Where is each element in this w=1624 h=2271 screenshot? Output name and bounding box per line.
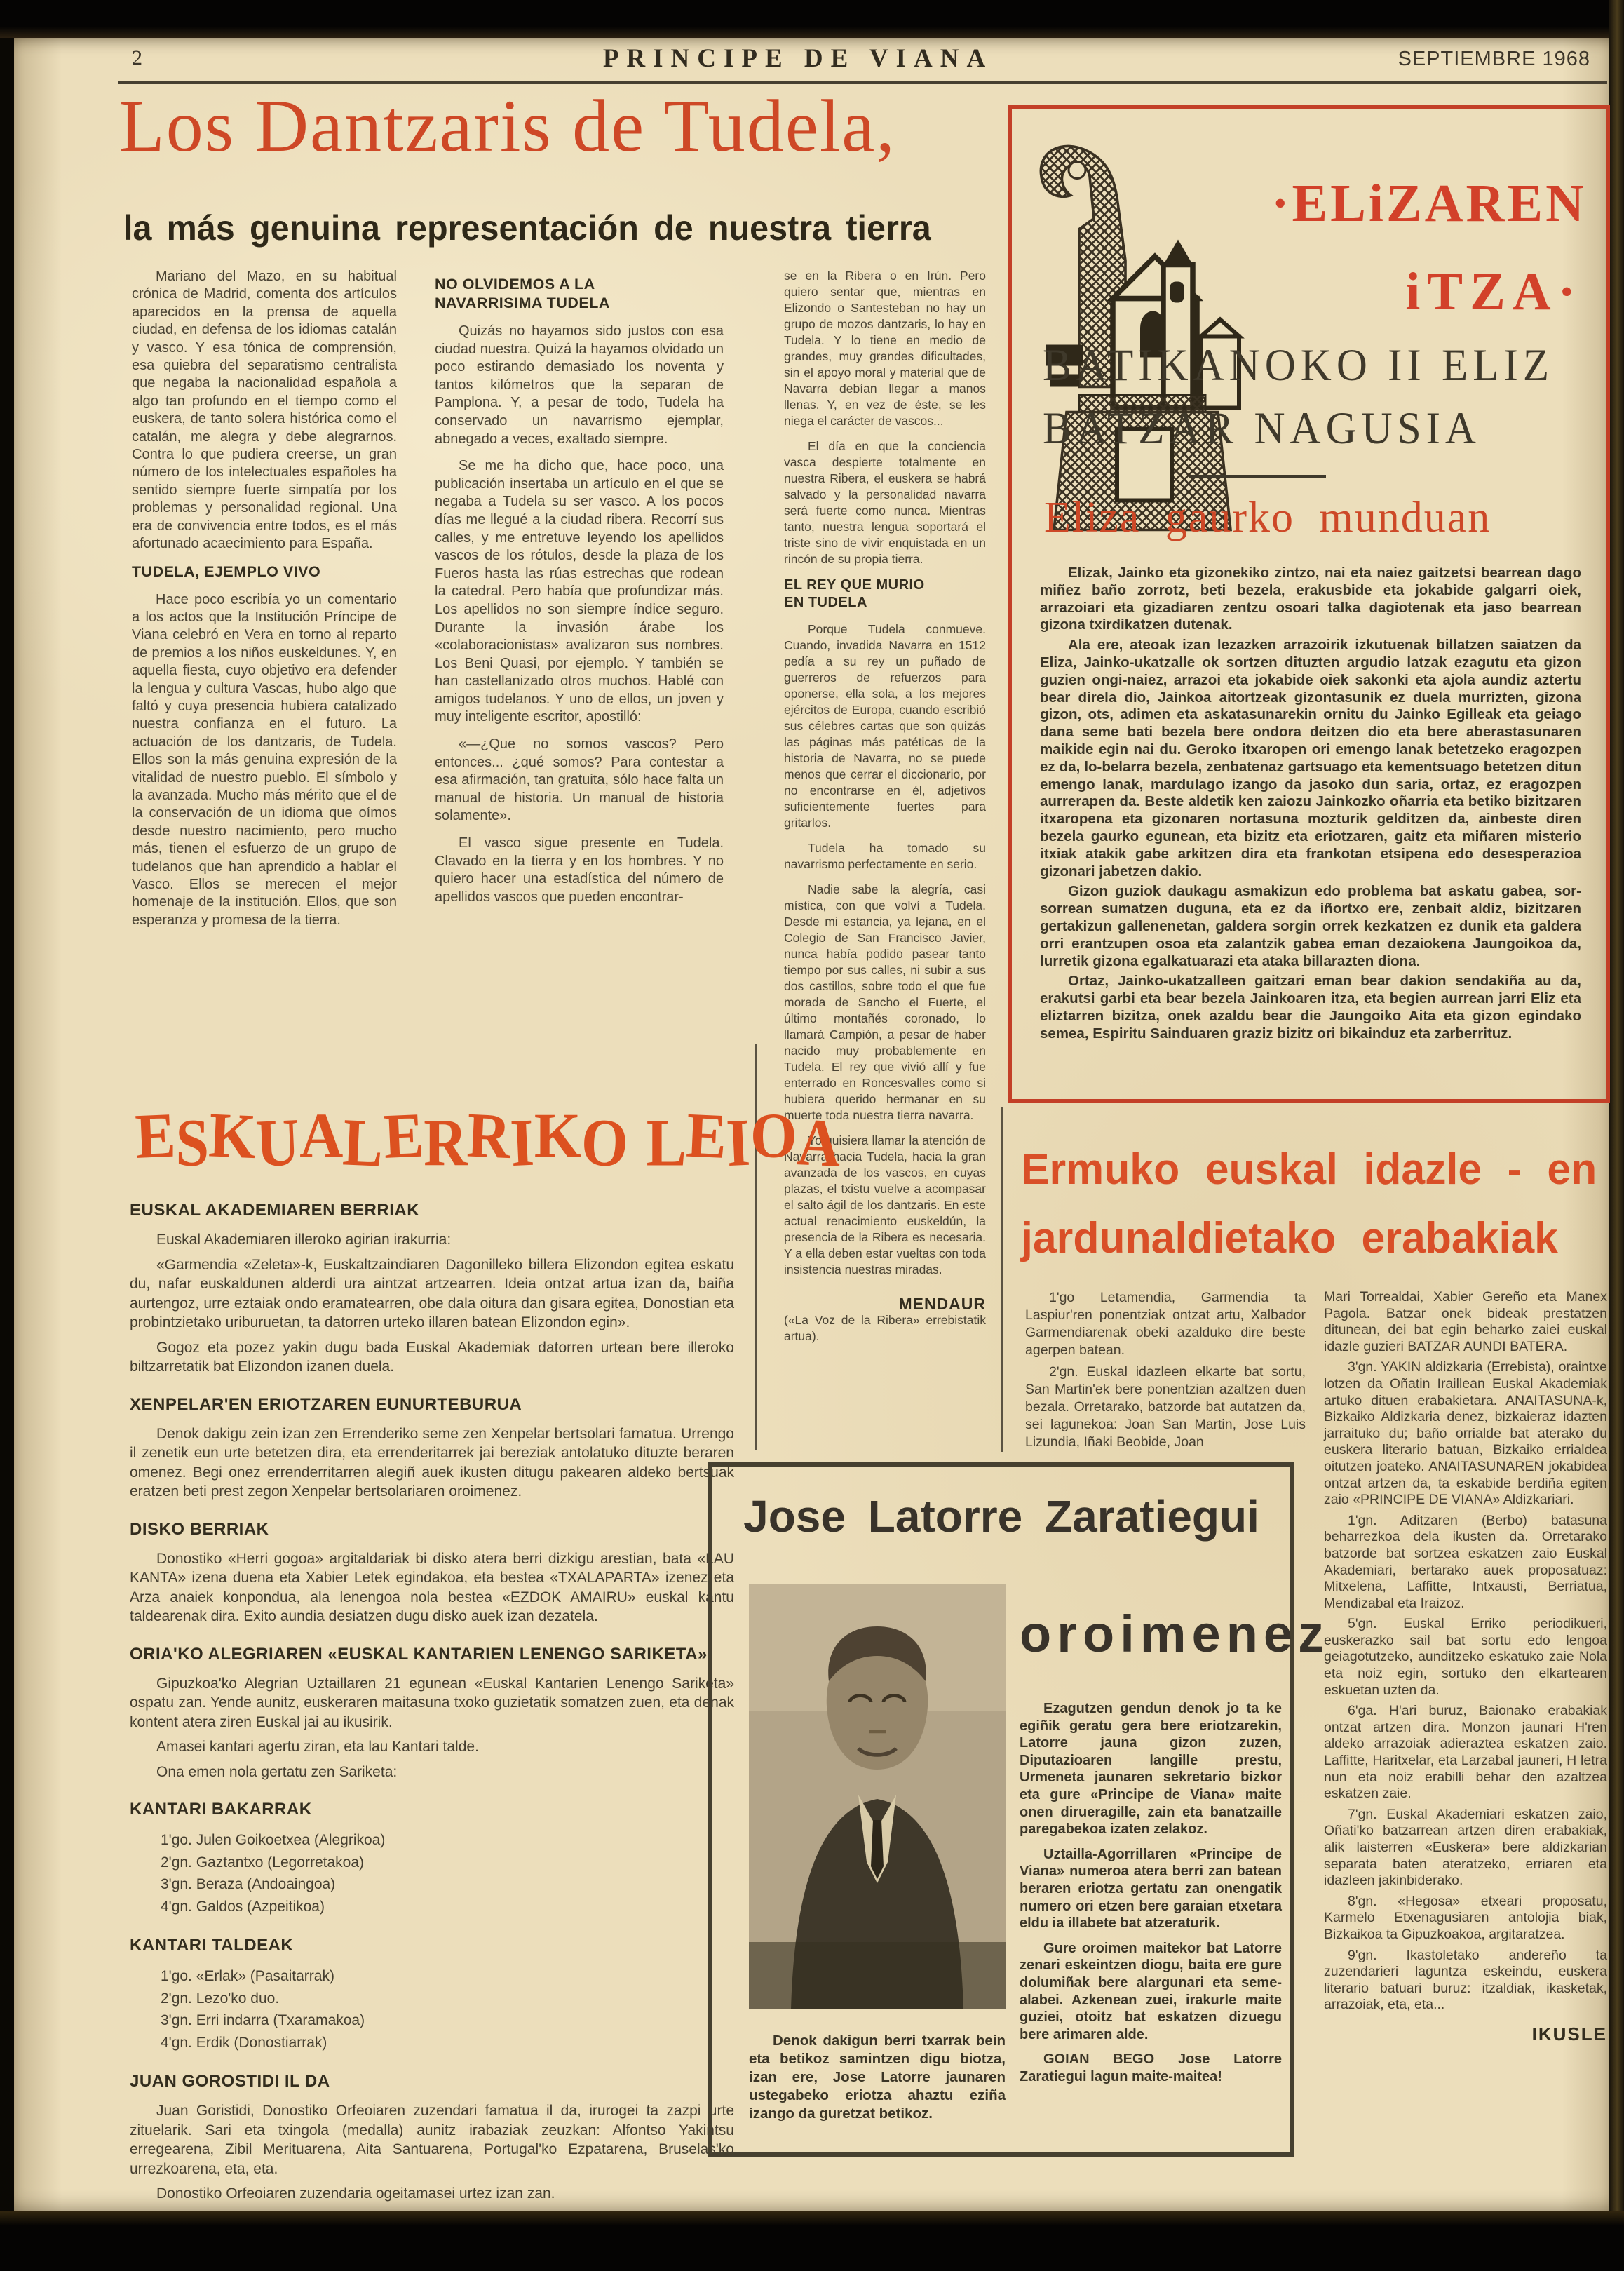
paragraph: El día en que la conciencia vasca despierte totalmente en nuestra Ribera, el euskera se habrá salvado y la personalidad navarra será fuerte como nunca. Mientras tanto, nuestra lengua soportará el triste sino de vivir enquistada en un rincón de su propia tierra.	[784, 439, 986, 566]
scan-bottom-band	[0, 2211, 1624, 2271]
lead-headline: Los Dantzaris de Tudela,	[119, 85, 896, 167]
paragraph: El vasco sigue presente en Tudela. Clavado en la tierra y en los hombres. Y no quiero hacer una estadística del número de apellidos vascos que pueden encontrar-	[435, 835, 724, 905]
scan-top-band	[0, 0, 1624, 38]
issue-date: SEPTIEMBRE 1968	[1398, 48, 1590, 70]
eliza-subtitle: Eliza gaurko munduan	[1044, 494, 1491, 541]
list-item: 2'gn. Lezo'ko duo.	[161, 1990, 280, 2007]
paragraph: Gizon guziok daukagu asmakizun edo problema bat askatu gabea, sor-sorrean sumatzen duguna, eta ez da iñortxo ere, zenbait aldiz, bizitzaren gertakizun gallenenetan, galdera sorgin orrek kezkatzen ez dunik eta galdera orri erantzupen osoa eta zalantzik gabea eman dezaiokena Jaungoikoa da, lurretik gizona egalkatuarazi eta ataka billarazten diona.	[1040, 883, 1581, 969]
title-divider	[1189, 475, 1326, 478]
paragraph: 2'gn. Euskal idazleen elkarte bat sortu, San Martin'ek bere ponentzian azaltzen duen bezala. Orretarako, batzorde bat autatzen da, sei lagunekoa: Joan San Martin, Jose Luis Lizundia, Iñaki Beobide, Joan	[1025, 1364, 1306, 1450]
article-column-2	[435, 268, 724, 915]
elizaren-itza-box	[1008, 105, 1610, 1103]
section-heading: TUDELA, EJEMPLO VIVO	[132, 562, 321, 580]
portrait-photo-art	[749, 1584, 1006, 2009]
section-heading: KANTARI TALDEAK	[130, 1936, 294, 1955]
elizaren-logo-text: ·ELiZAREN	[1271, 174, 1587, 233]
article-column-1	[132, 268, 397, 938]
paragraph: Mari Torrealdai, Xabier Gereño eta Manex Pagola. Batzar onek bideak prestatzen ditunean, dei bat egin beharko zaiei euskal idazle guzieri BATZAR AUNDI BATERA.	[1324, 1289, 1607, 1354]
paragraph: 1'go Letamendia, Garmendia ta Laspiur'ren ponentziak ontzat artu, Xalbador Garmendiarenak obeki azalduko dire beste agerpen batean.	[1025, 1290, 1306, 1358]
section-heading: DISKO BERRIAK	[130, 1519, 269, 1539]
page-number: 2	[132, 46, 142, 69]
list-item: 3'gn. Beraza (Andoaingoa)	[161, 1876, 336, 1892]
list-item: 4'gn. Erdik (Donostiarrak)	[161, 2034, 327, 2051]
paragraph: «Garmendia «Zeleta»-k, Euskaltzaindiaren Dagonilleko billera Elizondon egitea eskatu du, nafar euskaldunen alderdi ura aintzat artzearren. Ideia ontzat artua izan da, baiña aurtengoz, urre eztaiak ondo eramatearren, obe dala oitura dan gisara egitea, Donostian eta probintzietako uriburuetan, ta datorren urteko illaren batean Elizondon egin».	[130, 1256, 734, 1330]
paragraph: se en la Ribera o en Irún. Pero quiero sentar que, mientras en Elizondo o Santesteban no hay un grupo de mozos dantzaris, lo hay en Tudela. Y lo tiene en medio de grandes, muy grandes dificultades, sin el apoyo moral y material que de Navarra debían llegar a manos llenas. Y, en vez de éste, se les niega el carácter de vascos...	[784, 269, 986, 428]
paragraph: 9'gn. Ikastoletako andereño ta zuzendarieri laguntza eskeindu, euskera literario batuari buruz: itzaldiak, ikasketak, arrazoiak, eta, eta...	[1324, 1947, 1607, 2013]
section-heading: EL REY QUE MURIO EN TUDELA	[784, 577, 925, 610]
latorre-obituary-box	[708, 1462, 1330, 2157]
paragraph: Euskal Akademiaren illeroko agirian irakurria:	[156, 1232, 452, 1248]
masthead: PRINCIPE DE VIANA	[602, 44, 994, 73]
paragraph: Porque Tudela conmueve. Cuando, invadida Navarra en 1512 pedía a su rey un puñado de guerreros de refuerzos para oponerse, ella sola, a los mejores ejércitos de Europa, cuando escribió sus célebres cartas que son quizás las páginas más patéticas de la historia de Navarra, no se puede menos que cerrar el diccionario, por no encontrarse en él, adjetivos suficientemente fuertes para gritarlos.	[784, 622, 986, 830]
paragraph: Uztailla-Agorrillaren «Principe de Viana» numeroa atera berri zan batean beraren eriotza gertatu zan onengatik numero ori etzen bere garaian etxetara eldu ia illabete bat atzeraturik.	[1020, 1846, 1282, 1932]
kantari-taldeak-list	[161, 1965, 734, 2054]
section-heading: NO OLVIDEMOS A LA NAVARRISIMA TUDELA	[435, 276, 610, 311]
paragraph: GOIAN BEGO Jose Latorre Zaratiegui lagun maite-maitea!	[1020, 2051, 1282, 2084]
paragraph: Tudela ha tomado su navarrismo perfectamente en serio.	[784, 841, 986, 871]
ermuko-headline-line2: jardunaldietako erabakiak	[1021, 1214, 1558, 1262]
paragraph: Ortaz, Jainko-ukatzalleen gaitzari eman bear dakion sendakiña au da, erakutsi garbi eta bear bezela Jainkoaren itza, eta begien aurrean jarri Eliz eta eliztarren bizitza, onek azaldu bear die Jaungoiko Aita eta gizon egindako semea, Espiritu Sainduaren graziz bizitz ori bikainduz eta zarberrituz.	[1040, 973, 1581, 1042]
eliza-article-text	[1040, 565, 1581, 1046]
author-byline: MENDAUR	[898, 1295, 986, 1313]
paragraph: 3'gn. YAKIN aldizkaria (Errebista), oraintxe lotzen da Oñatin Iraillean Euskal Akademiak artuko dituen erabakietara. ANAITASUNA-k, Bizkaiko Aldizkaria denez, bizkaieraz idazten jarraituko du; baño orrialde bat aterako du euskera literario batuan, Bizkaiko errialdea oitutzen joateko. ANAITASUNAREN jokabidea ontzat artzen da, ta eskabide berdiña egiten zaio «PRINCIPE DE VIANA» Aldizkariari.	[1324, 1359, 1607, 1508]
eskualerriko-leioa-logo: ESKUALERRIKO LEIOA	[133, 1098, 843, 1182]
latorre-headline: Jose Latorre Zaratiegui	[743, 1491, 1259, 1542]
header-rule	[118, 81, 1607, 84]
paragraph: Gipuzkoa'ko Alegrian Uztaillaren 21 egunean «Euskal Kantarien Lenengo Sariketa» ospatu zan. Yende aunitz, euskeraren maitasuna txoko guzietatik somatzen zuen, eta denak kontent atera ziren Euskal jai au ikusirik.	[130, 1675, 734, 1730]
list-item: 1'go. Julen Goikoetxea (Alegrikoa)	[161, 1832, 386, 1848]
latorre-text-column	[1020, 1584, 1330, 2093]
scan-right-edge	[1609, 0, 1624, 2271]
list-item: 3'gn. Erri indarra (Txaramakoa)	[161, 2012, 365, 2028]
section-heading: JUAN GOROSTIDI IL DA	[130, 2072, 330, 2091]
ermuko-column-right	[1324, 1289, 1607, 2043]
pull-quote: «—¿Que no somos vascos? Pero entonces... ¿qué somos? Para contestar a esa afirmación, tan gratuita, sólo hace falta un manual de historia. Un manual de historia solamente».	[435, 736, 724, 824]
section-heading: ORIA'KO ALEGRIAREN «EUSKAL KANTARIEN LENENGO SARIKETA»	[130, 1644, 708, 1664]
paragraph: Hace poco escribía yo un comentario a los actos que la Institución Príncipe de Viana celebró en Vera en torno al reparto de premios a los niños euskeldunes. Y, en aquella fiesta, cuyo objetivo era defender la lengua y cultura Vascas, hubo algo que faltó y cuya presencia hubiera catalizado nuestra confianza en el futuro. La actuación de los dantzaris, de Tudela. Ellos son la más genuina expresión de la vitalidad de nuestro pueblo. El símbolo y la avanzada. Mucho más mérito que el de la conservación de un idioma que oímos desde nuestro nacimiento, pero mucho más, tienen el esfuerzo de un grupo de tudelanos que han aprendido a hablar el Vasco. Ellos se merecen el mejor homenaje de la institución. Ellos, que son esperanza y promesa de la tierra.	[132, 591, 397, 928]
paragraph: Donostiko «Herri gogoa» argitaldariak bi disko atera berri dizkigu arestian, bata «LAU KANTA» izena duena eta Xabier Letek egindakoa, eta bestea «TXALAPARTA» izenez eta Arza anaiek konpondua, ala lenengoa nola bestea «EZDOK AMAIRU» euskal kantu taldearenak dira. Exito aundia desiatzen dugu disko auek izan dezatela.	[130, 1550, 734, 1624]
paragraph: Denok dakigu zein izan zen Errenderiko seme zen Xenpelar bertsolari famatua. Urrengo il zenetik eun urte betetzen dira, eta errenderitarrek jai bereziak antolatuko dituzte beraren omenez. Begi onez errenderritarren alegiñ auek ikusten ditugu pakearen aldeko bertsuak eratzen beti prest zegon Xenpelar bertsolariaren oroimenez.	[130, 1425, 734, 1500]
paragraph: 8'gn. «Hegosa» etxeari proposatu, Karmelo Etxenagusiaren antolojia biak, Bizkaikoa ta Gipuzkoakoa, argitaratzea.	[1324, 1893, 1607, 1942]
paragraph: Mariano del Mazo, en su habitual crónica de Madrid, comenta dos artículos aparecidos en la prensa de aquella ciudad, en defensa de los idiomas catalán y vasco. Y esa tónica de comprensión, esa quiebra del separatismo centralista que negaba la nacionalidad española a algo tan profundo en el tiempo como el euskera, de tanto solera histórica como el catalán, me alegra y debe alegrarnos. Contra lo que pudiera creerse, un gran número de los intelectuales españoles ha sentido siempre fuerte simpatía por los problemas y personalidad regional. Una era de convivencia entre todos, es el más afortunado acaecimiento para España.	[132, 269, 397, 552]
section-heading: EUSKAL AKADEMIAREN BERRIAK	[130, 1201, 420, 1220]
source-footnote: («La Voz de la Ribera» errebistatik artua).	[784, 1313, 986, 1343]
paragraph: Se me ha dicho que, hace poco, una publicación insertaba un artículo en el que se negaba a Tudela su ser vasco. A los pocos días me llegué a la ciudad ribera. Recorrí sus calles, y me entretuve leyendo los apellidos vascos de los rótulos, desde la plaza de los Fueros hasta las rúas estrechas que rodean la catedral. Pero había que profundizar más. Los apellidos no son siempre índice seguro. Durante la invasión árabe los «colaboracionistas» avalizaron sus nombres. Los Beni Quasi, por ejemplo. Y también se han castellanizado otros muchos. Hablé con amigos tudelanos. Y uno de ellos, un joven y muy inteligente escritor, apostilló:	[435, 458, 724, 725]
eskualerriko-leioa-section	[130, 1098, 843, 2234]
ermuko-column-left	[1025, 1289, 1306, 1455]
paragraph: Nadie sabe la alegría, casi mística, con que volví a Tudela. Desde mi estancia, ya lejana, en el Colegio de San Francisco Javier, nunca había podido pasear tanto tiempo por sus calles, ni subir a sus dos castillos, sobre todo el que fue morada de Sancho el Fuerte, el último montañés coronado, lo llamará Campión, a pesar de haber nacido muy probablemente en Tudela. El rey que vivió allí y fue enterrado en Roncesvalles como si hubiera querido hermanar en su muerte toda nuestra tierra navarra.	[784, 882, 986, 1122]
list-item: 2'gn. Gaztantxo (Legorretakoa)	[161, 1854, 365, 1871]
eliza-title-line2: BATZAR NAGUSIA	[1043, 404, 1481, 454]
paragraph: Quizás no hayamos sido justos con esa ciudad nuestra. Quizá la hayamos olvidado un poco estirando demasiado los noventa y tantos kilómetros que la separan de Pamplona. Y, a pesar de todo, Tudela ha conservado un navarrismo ejemplar, abnegado a veces, exaltado siempre.	[435, 323, 724, 447]
paragraph: Elizak, Jainko eta gizonekiko zintzo, nai eta naiez gaitzetsi bearrean dago miñez baño zorrotz, beti bezela, erakusbide eta jokabide galgarri oiek, arrazoiari eta gizadiaren zentzu osoari talka dagiotenak eta jaso bearrean gizona txirdikatzen dutenak.	[1040, 565, 1581, 633]
eliza-title-line1: BATIKANOKO II ELIZ	[1043, 341, 1555, 391]
paragraph: Ona emen nola gertatu zen Sariketa:	[156, 1763, 398, 1780]
portrait-photo	[749, 1584, 1006, 2009]
kantari-bakarrak-list	[161, 1829, 734, 1918]
paragraph: 5'gn. Euskal Erriko periodikueri, euskerazko sail bat sortu edo lengoa geiagotutzeko, aunditzeko eskatuko zaie Nola eta noiz egin, sortuko den elkartearen eskuetan uzten da.	[1324, 1616, 1607, 1698]
paragraph: Ala ere, ateoak izan lezazken arrazoirik izkutuenak billatzen saiatzen da Eliza, Jainko-ukatzalle ok sortzen dituzten argudio latzak ezagutu eta gizon guzien ongi-naiez, arrazoi eta jokabide oiek sakonki eta ajola aundiz aztertu bear direla dio, Jainkoa aitortzeak gizontasunik ez duela murrizten, gizona gizon, ots, adimen eta askatasunarekin ornitu du Jainko Egilleak eta geiago dana seme bati bezela bere ondora deitzen dio eta bere aberastasunaren maikide egin nai du. Geroko itxaropen ori emengo lanak betetzeko eragozpen ez da, lo-belarra bezela, zenbatenaz gartsuago eta kementsuago betetzen ditun emengo lanak, mardulago izango da jasoko dun saria, ortaz, ez eragozpen aurrerapen da. Beste aldetik ken zaiozu Jainkozko oñarria eta betiko bizitzaren itxaropena eta gizonaren nortasuna mozturik gelditzen da, ainbeste diren bezela gaurko egunean, eta bizitz eta eriotzaren, gaitz eta miñaren misterio itxiak atakik gabe arkitzen dira eta frankotan etsipena edo desesperazioa gizonari jabetzen dakio.	[1040, 637, 1581, 880]
paragraph: Juan Goristidi, Donostiko Orfeoiaren zuzendari famatua il da, irurogei ta zazpi urte zituelarik. Sari eta txingola (medalla) aunitz irabaziak zeuzkan: Alfontso Yakintsu erregearena, Zibil Merituarena, Aita Santuarena, Portugal'ko Ezpatarena, Bruselas'ko urrezkoarena, eta, eta.	[130, 2103, 734, 2177]
photo-caption	[749, 2032, 1006, 2123]
column-divider	[1001, 1107, 1003, 1452]
lead-subheadline: la más genuina representación de nuestra tierra	[123, 208, 931, 248]
paragraph: Yo quisiera llamar la atención de Navarra hacia Tudela, hacia la gran avanzada de los vascos, en cuyas plazas, el txistu vuelve a acompasar el salto ágil de los dantzaris. En este actual renacimiento euskeldún, la presencia de la Ribera es necesaria. Y a ella deben estar vueltas con toda insistencia nuestras miradas.	[784, 1133, 986, 1276]
author-byline: IKUSLE	[1531, 2023, 1607, 2044]
itza-logo-text: iTZA·	[1405, 262, 1583, 321]
paragraph: Gogoz eta pozez yakin dugu bada Euskal Akademiak datorren urtean bere illeroko biltzarretatik bat Elizondon izanen duela.	[130, 1339, 734, 1375]
caption-text: Denok dakigun berri txarrak bein eta betikoz samintzen digu biotza, izan ere, Jose Latorre jaunaren ustegabeko eriotza ahaztu eziña izango da guretzat betikoz.	[749, 2033, 1006, 2122]
article-column-3	[784, 268, 986, 1354]
paragraph: 7'gn. Euskal Akademiari eskatzen zaio, Oñati'ko batzarrean artzen diren erabakiak, alik laisterren «Euskera» bere aldizkarian separata baten ateratzeko, erriaren eta idazleen jakinbiderako.	[1324, 1806, 1607, 1889]
list-item: 1'go. «Erlak» (Pasaitarrak)	[161, 1968, 334, 1984]
section-heading: KANTARI BAKARRAK	[130, 1800, 312, 1819]
list-item: 4'gn. Galdos (Azpeitikoa)	[161, 1898, 325, 1915]
paragraph: Donostiko Orfeoiaren zuzendaria ogeitamasei urtez izan zan.	[156, 2185, 555, 2202]
section-heading: XENPELAR'EN ERIOTZAREN EUNURTEBURUA	[130, 1394, 522, 1414]
paragraph: Amasei kantari agertu ziran, eta lau Kantari talde.	[156, 1739, 479, 1755]
ermuko-headline-line1: Ermuko euskal idazle - en	[1021, 1145, 1597, 1194]
latorre-headline-2: oroimenez	[1020, 1605, 1330, 1663]
church-woodcut-icon	[1024, 134, 1256, 541]
paragraph: 1'gn. Aditzaren (Berbo) batasuna beharrezkoa dela ikusten da. Orretarako batzorde bat sortzea eskatzen zaio Euskal Akademiari, bertarako auek proposatuaz: Mitxelena, Laffitte, Intxausti, Berriatua, Mendizabal eta Iraizoz.	[1324, 1512, 1607, 1611]
paragraph: Ezagutzen gendun denok jo ta ke egiñik geratu gera bere eriotzarekin, Latorre jauna gizon zuzen, Diputazioaren langille prestu, Urmeneta jaunaren sekretario bizkor eta gure «Principe de Viana» maite onen dirueragille, zain eta banatzaille paregabekoa izaten zelakoz.	[1020, 1701, 1282, 1838]
paragraph: 6'ga. H'ari buruz, Baionako erabakiak ontzat artzen dira. Monzon jaunari H'ren aldeko arrazoiak adieraztea eskatzen zaio. Laffitte, Haritxelar, eta Larzabal jauneri, H letra nun eta noiz erabilli behar den azaltzea eskatzen zaie.	[1324, 1703, 1607, 1802]
paragraph: Gure oroimen maitekor bat Latorre zenari eskeintzen diogu, baita ere gure dolumiñak bere alargunari eta seme-alabei. Azkenean zuei, irakurle maite guziei, otoitz bat eskatzen dizuegu bere arimaren alde.	[1020, 1940, 1282, 2042]
